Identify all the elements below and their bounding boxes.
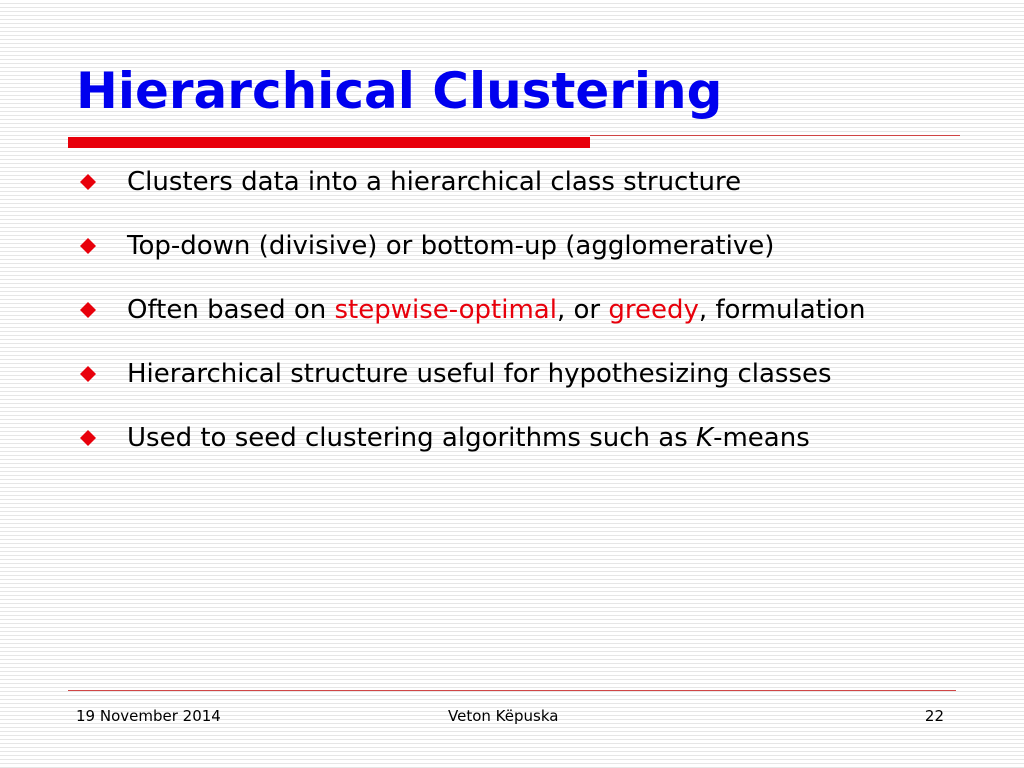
bullet-list [76, 165, 946, 485]
bullet-text: Top-down (divisive) or bottom-up (agglomerative) [127, 231, 775, 261]
bullet-text-segment: -means [713, 423, 810, 453]
bullet-item [76, 293, 946, 327]
red-diamond-icon [80, 174, 96, 190]
footer-author: Veton Këpuska [448, 707, 559, 725]
bullet-item [76, 357, 946, 391]
title-underline-bar [68, 137, 590, 148]
red-diamond-icon [80, 366, 96, 382]
title-underline-rule [590, 135, 960, 136]
bullet-text-segment: , formulation [698, 295, 866, 325]
italic-k: K [696, 423, 714, 453]
bullet-item [76, 421, 946, 455]
red-diamond-icon [80, 238, 96, 254]
slide-title: Hierarchical Clustering [76, 62, 723, 120]
bullet-text-segment: Used to seed clustering algorithms such as [127, 423, 697, 453]
bullet-text: Hierarchical structure useful for hypothesizing classes [127, 359, 832, 389]
highlight-greedy: greedy [608, 295, 699, 325]
bullet-item [76, 229, 946, 263]
highlight-stepwise-optimal: stepwise-optimal [334, 295, 557, 325]
bullet-text: Clusters data into a hierarchical class structure [127, 167, 742, 197]
footer-date: 19 November 2014 [76, 707, 221, 725]
bullet-text-segment: , or [556, 295, 609, 325]
red-diamond-icon [80, 430, 96, 446]
footer-rule [68, 690, 956, 691]
bullet-text-segment: Often based on [127, 295, 335, 325]
bullet-item [76, 165, 946, 199]
page-number: 22 [924, 707, 944, 725]
red-diamond-icon [80, 302, 96, 318]
